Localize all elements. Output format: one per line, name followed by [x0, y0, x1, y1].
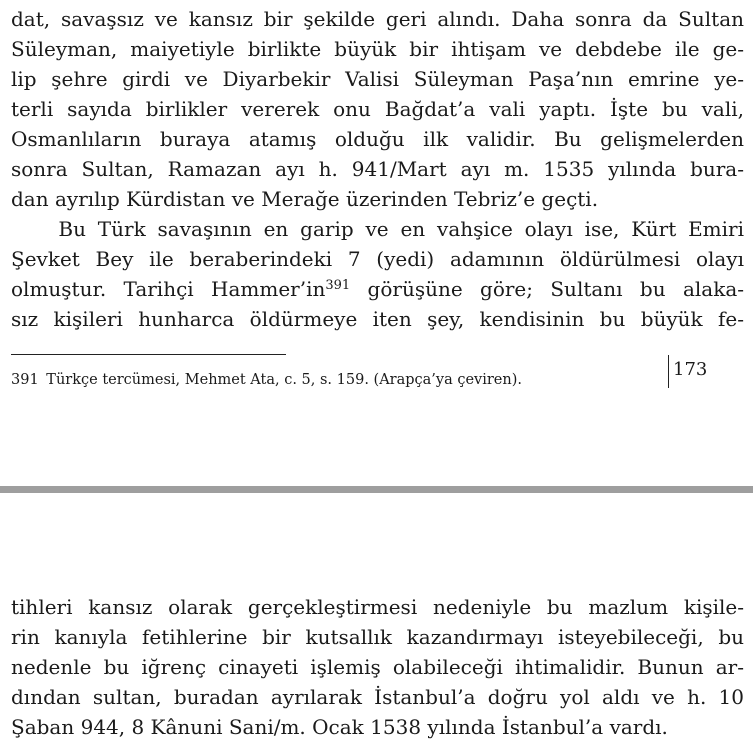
line-segment: görüşüne göre; Sultanı bu alaka-	[350, 277, 745, 301]
text-line: lip şehre girdi ve Diyarbekir Valisi Süleyman Paşa’nın emrine ye-	[11, 67, 744, 91]
text-line: tihleri kansız olarak gerçekleştirmesi nedeniyle bu mazlum kişile-	[11, 595, 744, 619]
footnote	[11, 370, 522, 390]
text-line-paragraph-end: dan ayrılıp Kürdistan ve Merağe üzerinden Tebriz’e geçti.	[11, 187, 599, 211]
footnote-number: 391	[11, 372, 39, 388]
text-line-with-footnote-ref	[11, 274, 744, 304]
text-line-paragraph-start: Bu Türk savaşının en garip ve en vahşice olayı ise, Kürt Emiri	[11, 217, 744, 241]
text-line: dından sultan, buradan ayrılarak İstanbul’a doğru yol aldı ve h. 10	[11, 685, 744, 709]
text-line: rin kanıyla fetihlerine bir kutsallık kazandırmayı isteyebileceği, bu	[11, 625, 744, 649]
text-line: terli sayıda birlikler vererek onu Bağdat’a vali yaptı. İşte bu vali,	[11, 97, 744, 121]
page-divider	[0, 486, 753, 493]
text-line: Şaban 944, 8 Kânuni Sani/m. Ocak 1538 yılında İstanbul’a vardı.	[11, 715, 668, 739]
text-line: sız kişileri hunharca öldürmeye iten şey, kendisinin bu büyük fe-	[11, 307, 744, 331]
line-segment: olmuştur. Tarihçi Hammer’in	[11, 277, 326, 301]
text-line: Süleyman, maiyetiyle birlikte büyük bir ihtişam ve debdebe ile ge-	[11, 37, 744, 61]
footnote-reference[interactable]: 391	[325, 278, 351, 293]
text-line: dat, savaşsız ve kansız bir şekilde geri alındı. Daha sonra da Sultan	[11, 7, 744, 31]
footnote-text: Türkçe tercümesi, Mehmet Ata, c. 5, s. 159. (Arapça’ya çeviren).	[46, 372, 522, 388]
text-line: Osmanlıların buraya atamış olduğu ilk validir. Bu gelişmelerden	[11, 127, 744, 151]
page-number-rule	[668, 355, 669, 388]
text-line: Şevket Bey ile beraberindeki 7 (yedi) adamının öldürülmesi olayı	[11, 247, 744, 271]
text-line: nedenle bu iğrenç cinayeti işlemiş olabileceği ihtimalidir. Bunun ar-	[11, 655, 744, 679]
footnote-separator	[11, 354, 286, 355]
page-number: 173	[673, 359, 708, 380]
text-line: sonra Sultan, Ramazan ayı h. 941/Mart ayı m. 1535 yılında bura-	[11, 157, 744, 181]
